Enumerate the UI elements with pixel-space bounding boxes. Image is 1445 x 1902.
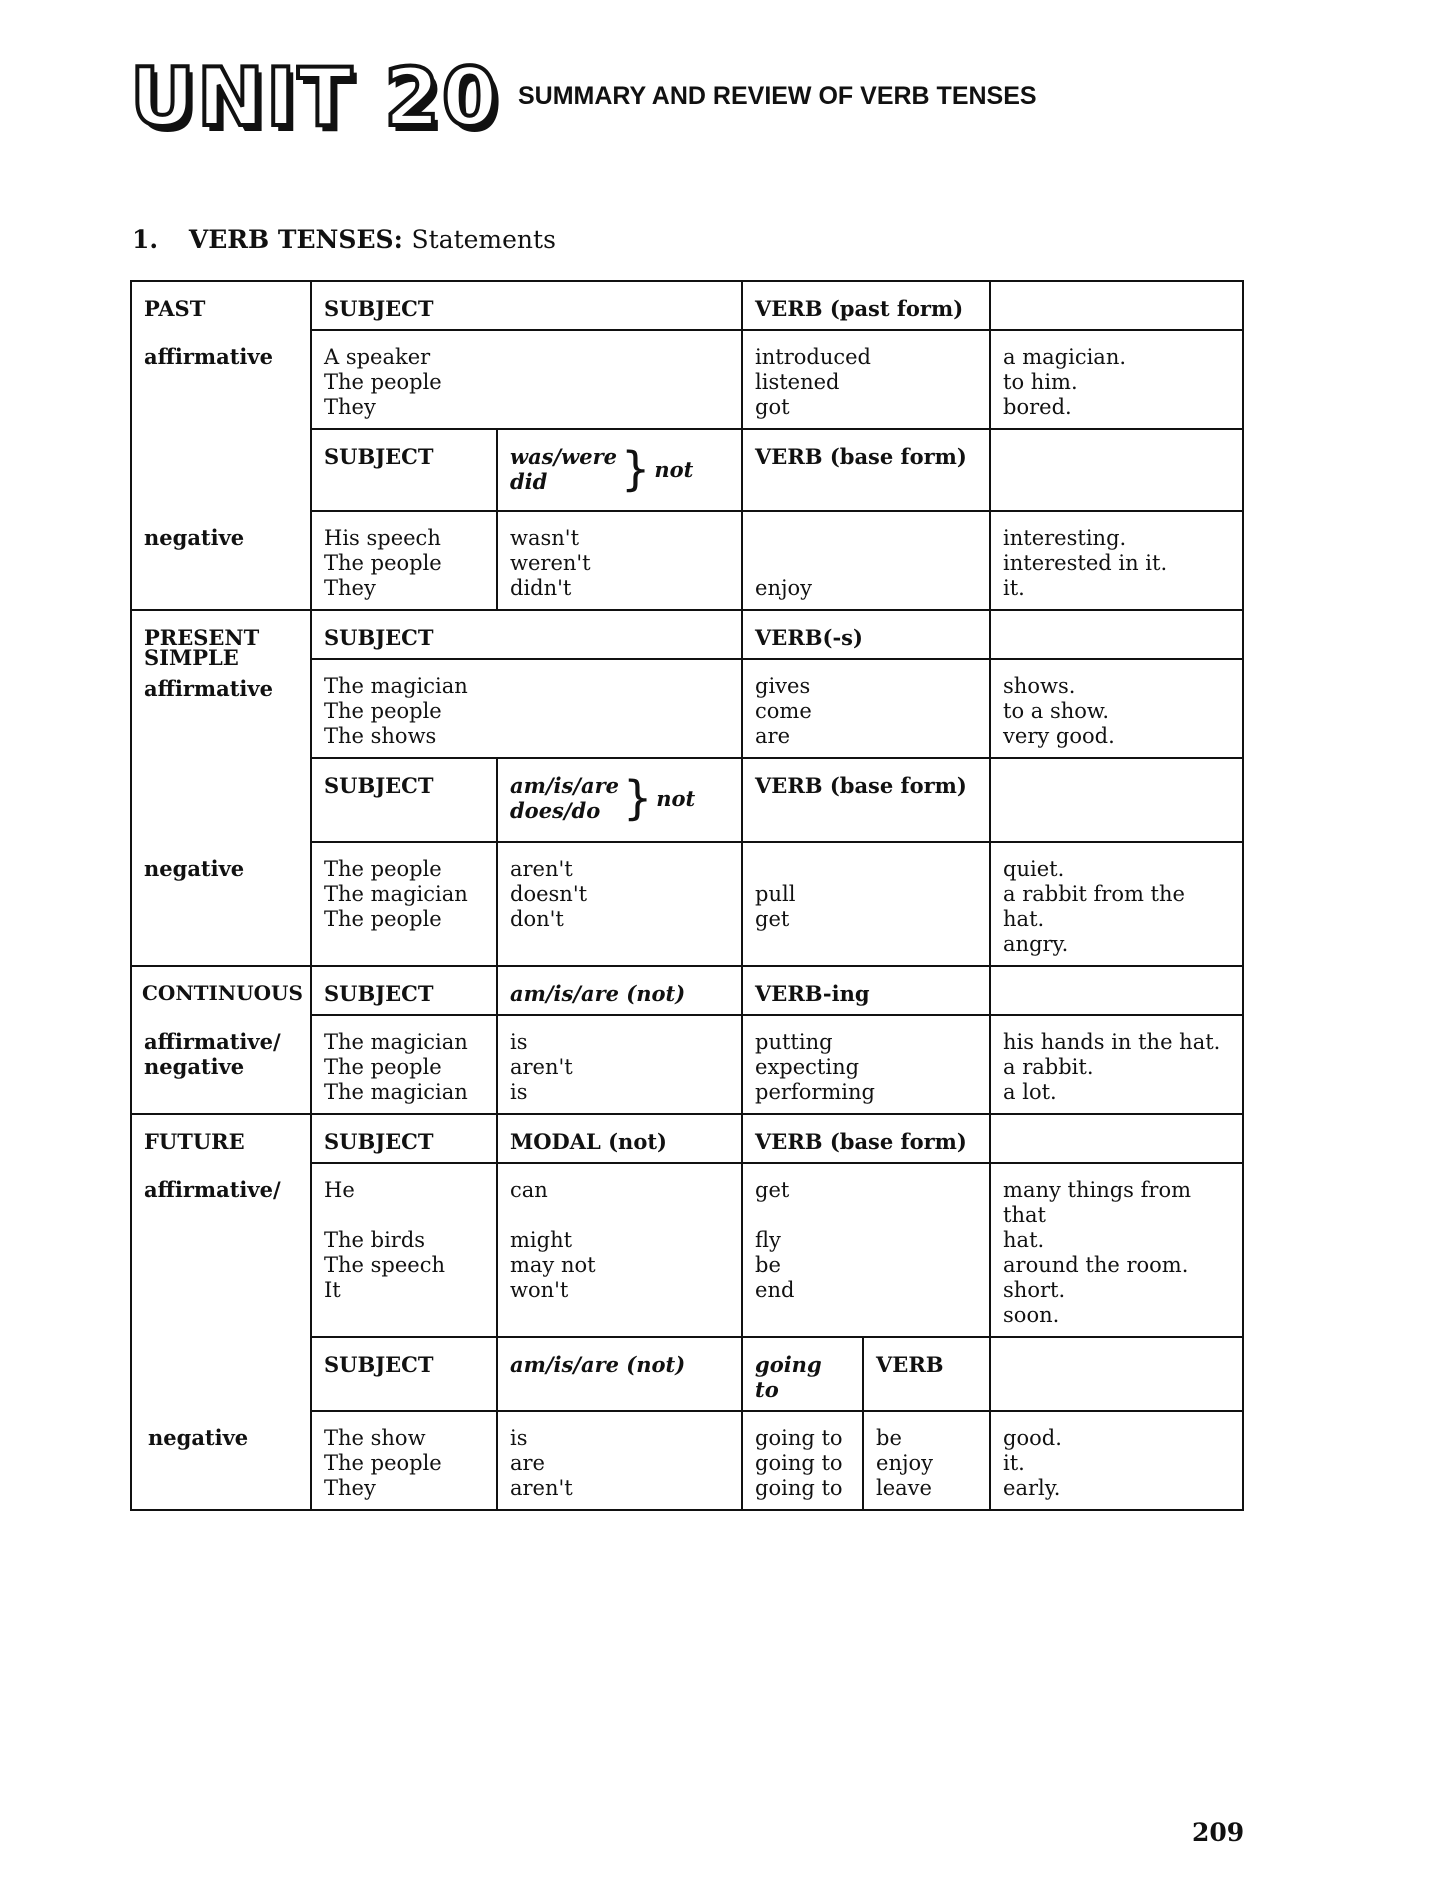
rest-text: many things from that [1003, 1178, 1191, 1227]
aux-header-cell [497, 758, 742, 842]
modal-text: might [510, 1228, 573, 1252]
negative-label-cell [131, 1411, 311, 1510]
aux-text: is [510, 1030, 528, 1054]
modal-text: won't [510, 1278, 569, 1302]
subject-header: SUBJECT [311, 966, 497, 1015]
simple-label: SIMPLE [144, 645, 239, 670]
verb-text: pull [755, 882, 796, 906]
rest-text: a magician. [1003, 345, 1127, 369]
subject-text: The magician [324, 1080, 468, 1104]
negative-label: negative [144, 1054, 245, 1079]
rest-text: angry. [1003, 932, 1069, 956]
not-label: not [654, 456, 694, 482]
aux-text: don't [510, 907, 564, 931]
present-negative-row [131, 842, 1243, 966]
not-label: not [656, 785, 696, 811]
rest-text: to him. [1003, 370, 1078, 394]
rest-cell [990, 1163, 1243, 1337]
negative-label: negative [144, 525, 245, 550]
blank-header [990, 966, 1243, 1015]
blank-header [990, 429, 1243, 511]
rest-text: interested in it. [1003, 551, 1168, 575]
verb-header: VERB [863, 1337, 990, 1411]
subjects-cell [311, 1015, 497, 1114]
verb-text: get [755, 907, 790, 931]
negative-label: negative [144, 856, 245, 881]
simple-affirmative-cell [131, 645, 311, 758]
aux-text: is [510, 1426, 528, 1450]
affirmative-slash-label: affirmative/ [144, 1029, 281, 1054]
blank-header [990, 610, 1243, 659]
rest-text: interesting. [1003, 526, 1127, 550]
subject-text: The magician [324, 882, 468, 906]
aux-text: didn't [510, 576, 572, 600]
verb-text: expecting [755, 1055, 860, 1079]
present-affirmative-row [131, 659, 1243, 758]
past-affirmative-label-cell [131, 330, 311, 429]
blank-header [990, 758, 1243, 842]
subject-text: The people [324, 551, 442, 575]
rest-text: a rabbit. [1003, 1055, 1094, 1079]
subject-text: The people [324, 857, 442, 881]
verb-text [755, 1203, 979, 1228]
subject-text: The speech [324, 1253, 445, 1277]
affirmative-label: affirmative [144, 676, 273, 701]
rest-text: quiet. [1003, 857, 1065, 881]
past-label-cell [131, 281, 311, 330]
verb-text [755, 526, 979, 551]
verb-text: come [755, 699, 812, 723]
rest-cell [990, 330, 1243, 429]
aux-cell [497, 1015, 742, 1114]
future-affirmative-label-cell [131, 1163, 311, 1337]
past-negative-header-row [131, 429, 1243, 511]
section-heading [132, 225, 556, 254]
rest-cell [990, 511, 1243, 610]
rest-text: short. [1003, 1278, 1066, 1302]
verbs-cell [742, 511, 990, 610]
verb-text: leave [876, 1476, 932, 1500]
aux-text: doesn't [510, 882, 588, 906]
am-is-are-label: am/is/are [510, 773, 619, 798]
verbs-cell [863, 1411, 990, 1510]
unit-subtitle: SUMMARY AND REVIEW OF VERB TENSES [518, 82, 1037, 110]
verb-text [755, 857, 979, 882]
modal-cell [497, 1163, 742, 1337]
rest-text: a rabbit from the hat. [1003, 882, 1185, 931]
section-number: 1. [132, 225, 159, 254]
modal-text [510, 1203, 731, 1228]
aux-text: aren't [510, 1476, 573, 1500]
negative-label-cell [131, 842, 311, 966]
subjects-cell [311, 1163, 497, 1337]
going-to-text: going to [755, 1451, 843, 1475]
rest-text: to a show. [1003, 699, 1110, 723]
verb-text: be [755, 1253, 781, 1277]
blank-header [990, 281, 1243, 330]
future-label: FUTURE [144, 1129, 245, 1154]
subject-text [324, 1203, 486, 1228]
rest-text: good. [1003, 1426, 1062, 1450]
subject-text: His speech [324, 526, 441, 550]
aux-text: aren't [510, 857, 573, 881]
present-negative-header-row [131, 758, 1243, 842]
verbs-cell [742, 659, 990, 758]
verb-text: listened [755, 370, 840, 394]
verb-ing-header: VERB-ing [742, 966, 990, 1015]
subject-text: They [324, 395, 376, 419]
blank-header [990, 1114, 1243, 1163]
aux-header-cell [497, 429, 742, 511]
subject-text: The people [324, 1451, 442, 1475]
rest-text: around the room. [1003, 1253, 1189, 1277]
subject-header: SUBJECT [311, 758, 497, 842]
subjects-cell [311, 1411, 497, 1510]
subject-header: SUBJECT [311, 1114, 497, 1163]
subject-text: He [324, 1178, 355, 1202]
subject-header: SUBJECT [311, 429, 497, 511]
subject-text: They [324, 576, 376, 600]
subjects-cell [311, 511, 497, 610]
was-were-label: was/were [510, 444, 618, 469]
brace-icon: } [623, 771, 653, 825]
verb-text: are [755, 724, 791, 748]
subject-text: The people [324, 1055, 442, 1079]
subject-text: The magician [324, 674, 468, 698]
rest-text: it. [1003, 1451, 1025, 1475]
verb-text: end [755, 1278, 795, 1302]
subject-header: SUBJECT [311, 1337, 497, 1411]
continuous-row [131, 1015, 1243, 1114]
future-going-header-row [131, 1337, 1243, 1411]
rest-text: early. [1003, 1476, 1061, 1500]
verb-text: got [755, 395, 790, 419]
rest-cell [990, 1411, 1243, 1510]
side-blank [131, 1337, 311, 1411]
verb-text: enjoy [755, 576, 812, 600]
unit-title: UNIT 20 [130, 51, 500, 144]
future-modal-row [131, 1163, 1243, 1337]
am-is-are-not-header: am/is/are (not) [497, 966, 742, 1015]
verb-text: introduced [755, 345, 871, 369]
subject-text: The birds [324, 1228, 426, 1252]
subject-text: A speaker [324, 345, 431, 369]
aux-text: aren't [510, 1055, 573, 1079]
does-do-label: does/do [510, 798, 601, 823]
subject-text: The magician [324, 1030, 468, 1054]
verb-text: gives [755, 674, 811, 698]
subject-header: SUBJECT [311, 610, 742, 659]
rest-text: hat. [1003, 1228, 1045, 1252]
subject-text: They [324, 1476, 376, 1500]
going-to-text: going to [755, 1426, 843, 1450]
side-blank [131, 758, 311, 842]
aux-cell [497, 1411, 742, 1510]
rest-text: it. [1003, 576, 1025, 600]
side-blank [131, 429, 311, 511]
past-header-row [131, 281, 1243, 330]
rest-cell [990, 1015, 1243, 1114]
future-going-row [131, 1411, 1243, 1510]
did-label: did [510, 469, 548, 494]
verb-s-header: VERB(-s) [742, 610, 990, 659]
present-label: PRESENT [144, 625, 260, 650]
verbs-cell [742, 1015, 990, 1114]
verb-text [755, 551, 979, 576]
verb-text: putting [755, 1030, 833, 1054]
verb-text: be [876, 1426, 902, 1450]
verb-base-header: VERB (base form) [742, 758, 990, 842]
future-label-cell [131, 1114, 311, 1163]
continuous-label-cell [131, 966, 311, 1015]
negative-label-cell [131, 511, 311, 610]
rest-cell [990, 842, 1243, 966]
past-label: PAST [144, 296, 206, 321]
negative-label: negative [148, 1425, 249, 1450]
verb-base-header: VERB (base form) [742, 429, 990, 511]
subject-text: The people [324, 699, 442, 723]
brace-icon: } [621, 442, 651, 496]
subject-text: The shows [324, 724, 437, 748]
verbs-cell [742, 842, 990, 966]
subjects-cell [311, 842, 497, 966]
affirmative-label: affirmative [144, 344, 273, 369]
verb-text: fly [755, 1228, 781, 1252]
modal-text: can [510, 1178, 548, 1202]
affirmative-slash-label: affirmative/ [144, 1177, 281, 1202]
rest-text: shows. [1003, 674, 1076, 698]
verb-past-header: VERB (past form) [742, 281, 990, 330]
verb-text: get [755, 1178, 790, 1202]
subjects-cell [311, 659, 742, 758]
rest-cell [990, 659, 1243, 758]
verb-text: enjoy [876, 1451, 933, 1475]
verb-tenses-table [130, 280, 1244, 1511]
aff-neg-label-cell [131, 1015, 311, 1114]
subject-text: The people [324, 907, 442, 931]
rest-text: a lot. [1003, 1080, 1057, 1104]
verb-base-header: VERB (base form) [742, 1114, 990, 1163]
subject-header: SUBJECT [311, 281, 742, 330]
page-number: 209 [1192, 1818, 1245, 1847]
blank-header [990, 1337, 1243, 1411]
continuous-label: CONTINUOUS [142, 981, 303, 1005]
aux-text: is [510, 1080, 528, 1104]
aux-cell [497, 511, 742, 610]
subjects-cell [311, 330, 742, 429]
rest-text: bored. [1003, 395, 1072, 419]
section-title: VERB TENSES: [188, 225, 403, 254]
rest-text: soon. [1003, 1303, 1060, 1327]
going-to-text: going to [755, 1476, 843, 1500]
verbs-cell [742, 330, 990, 429]
subject-text: The people [324, 370, 442, 394]
subject-text: It [324, 1278, 341, 1302]
verb-text: performing [755, 1080, 875, 1104]
past-affirmative-row [131, 330, 1243, 429]
rest-text: very good. [1003, 724, 1115, 748]
aux-cell [497, 842, 742, 966]
future-header-row [131, 1114, 1243, 1163]
aux-text: wasn't [510, 526, 580, 550]
verbs-cell [742, 1163, 990, 1337]
continuous-header-row [131, 966, 1243, 1015]
modal-not-header: MODAL (not) [497, 1114, 742, 1163]
subject-text: The show [324, 1426, 426, 1450]
am-is-are-not-header: am/is/are (not) [497, 1337, 742, 1411]
section-label: Statements [411, 225, 556, 254]
going-to-header: going to [742, 1337, 863, 1411]
past-negative-row [131, 511, 1243, 610]
going-to-cell [742, 1411, 863, 1510]
aux-text: are [510, 1451, 545, 1475]
aux-text: weren't [510, 551, 591, 575]
rest-text: his hands in the hat. [1003, 1030, 1221, 1054]
modal-text: may not [510, 1253, 596, 1277]
